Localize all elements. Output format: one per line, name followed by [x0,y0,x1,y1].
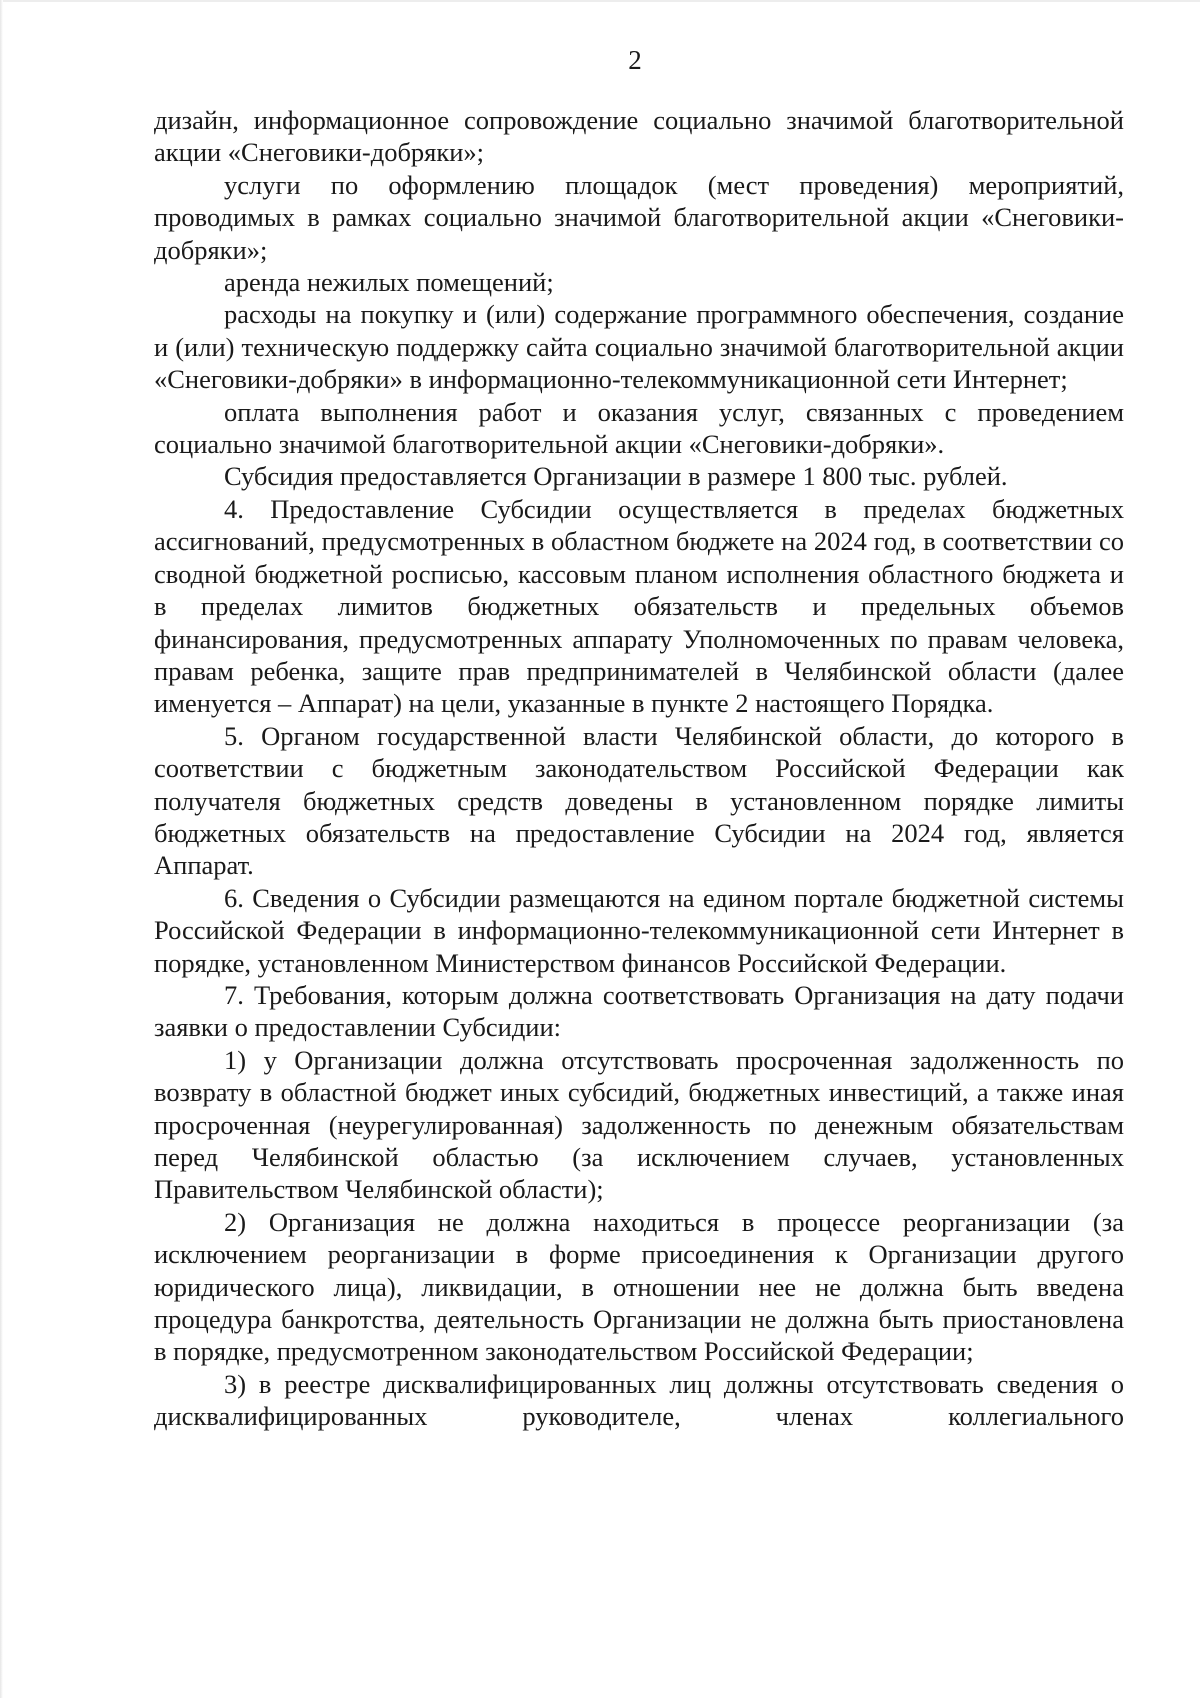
paragraph: 1) у Организации должна отсутствовать просроченная задолженность по возврату в областной бюджет иных субсидий, бюджетных инвестиций, а также иная просроченная (неурегулированная) задолженность по денежным обязательствам перед Челябинской областью (за исключением случаев, установленных Правительством Челябинской области); [154,1044,1124,1205]
document-body [154,104,1124,1433]
scan-edge-left [0,0,3,1698]
paragraph: 6. Сведения о Субсидии размещаются на едином портале бюджетной системы Российской Федерации в информационно-телекоммуникационной сети Интернет в порядке, установленном Министерством финансов Российской Федерации. [154,882,1124,978]
paragraph: 7. Требования, которым должна соответствовать Организация на дату подачи заявки о предоставлении Субсидии: [154,979,1124,1043]
paragraph: аренда нежилых помещений; [224,267,554,298]
paragraph: оплата выполнения работ и оказания услуг, связанных с проведением социально значимой благотворительной акции «Снеговики-добряки». [154,396,1124,460]
paragraph: Субсидия предоставляется Организации в размере 1 800 тыс. рублей. [224,461,1008,492]
paragraph: 4. Предоставление Субсидии осуществляется в пределах бюджетных ассигнований, предусмотренных в областном бюджете на 2024 год, в соответствии со сводной бюджетной росписью, кассовым планом исполнения областного бюджета и в пределах лимитов бюджетных обязательств и предельных объемов финансирования, предусмотренных аппарату Уполномоченных по правам человека, правам ребенка, защите прав предпринимателей в Челябинской области (далее именуется – Аппарат) на цели, указанные в пункте 2 настоящего Порядка. [154,493,1124,719]
paragraph: 2) Организация не должна находиться в процессе реорганизации (за исключением реорганизации в форме присоединения к Организации другого юридического лица), ликвидации, в отношении нее не должна быть введена процедура банкротства, деятельность Организации не должна быть приостановлена в порядке, предусмотренном законодательством Российской Федерации; [154,1206,1124,1367]
paragraph: 3) в реестре дисквалифицированных лиц должны отсутствовать сведения о дисквалифицированных руководителе, членах коллегиального [154,1368,1124,1432]
paragraph: дизайн, информационное сопровождение социально значимой благотворительной акции «Снеговики-добряки»; [154,105,1124,168]
scan-edge-top [0,0,1200,2]
page-number: 2 [628,45,642,75]
paragraph: расходы на покупку и (или) содержание программного обеспечения, создание и (или) техническую поддержку сайта социально значимой благотворительной акции «Снеговики-добряки» в информационно-телекоммуникационной сети Интернет; [154,299,1124,395]
paragraph: 5. Органом государственной власти Челябинской области, до которого в соответствии с бюджетным законодательством Российской Федерации как получателя бюджетных средств доведены в установленном порядке лимиты бюджетных обязательств на предоставление Субсидии на 2024 год, является Аппарат. [154,720,1124,881]
paragraph: услуги по оформлению площадок (мест проведения) мероприятий, проводимых в рамках социально значимой благотворительной акции «Снеговики-добряки»; [154,169,1124,265]
